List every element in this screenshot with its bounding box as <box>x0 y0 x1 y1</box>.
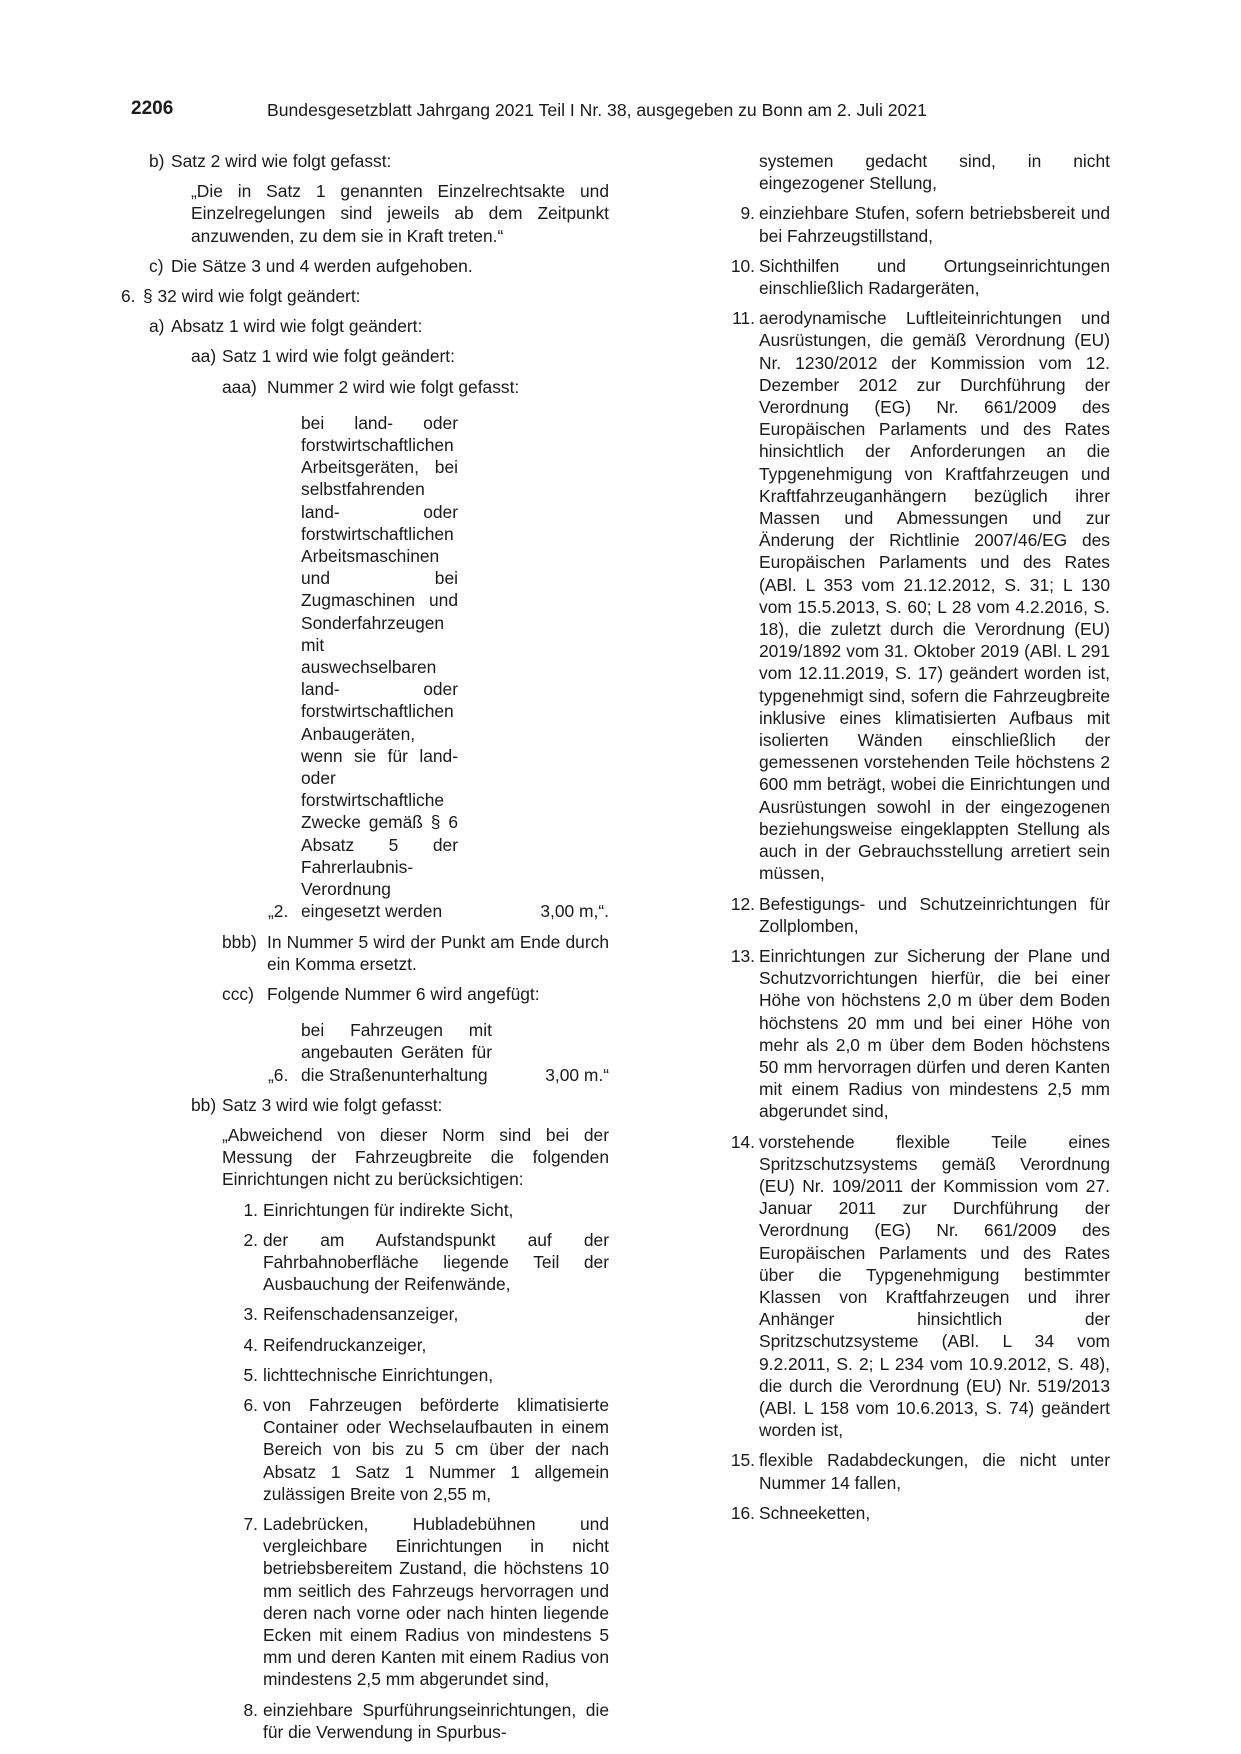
clause-label: a) <box>149 316 165 337</box>
clause-text: Folgende Nummer 6 wird angefügt: <box>267 983 540 1004</box>
clause-ccc <box>222 983 609 1005</box>
clause-bbb <box>222 931 609 975</box>
quote-item-value: 3,00 m.“ <box>545 1064 609 1085</box>
clause-bb <box>191 1094 609 1116</box>
clause-label: c) <box>149 255 164 276</box>
list-item <box>722 1449 1110 1493</box>
list-item-number: 5. <box>243 1364 258 1385</box>
list-item <box>722 202 1110 246</box>
clause-label: aa) <box>191 346 217 367</box>
list-item-text: vorstehende flexible Teile eines Spritzschutzsystems gemäß Verordnung (EU) Nr. 109/2011 der Kommission vom 27. Januar 2011 zur Durchführung der Verordnung (EG) Nr. 661/2009 des Europäischen Parlaments und des Rates über die Typgenehmigung bestimmter Klassen von Kraftfahrzeugen und ihrer Anhänger hinsichtlich der Spritzschutzsysteme (ABl. L 34 vom 9.2.2011, S. 2; L 234 vom 10.9.2012, S. 48), die durch die Verordnung (EU) Nr. 519/2013 (ABl. L 158 vom 10.6.2013, S. 74) geändert worden ist, <box>759 1131 1110 1441</box>
clause-label: bbb) <box>222 931 257 952</box>
clause-6 <box>121 285 609 307</box>
list-item-number: 3. <box>243 1304 258 1325</box>
list-item-text: Ladebrücken, Hubladebühnen und vergleichbare Einrichtungen in nicht betriebsbereitem Zustand, die höchstens 10 mm seitlich des Fahrzeugs hervorragen und deren nach vorne oder nach hinten liegende Ecken mit einem Radius von mindestens 5 mm und deren Kanten mit einem Radius von mindestens 2,5 mm abgerundet sind, <box>263 1513 609 1690</box>
list-item-text: Schneeketten, <box>759 1502 871 1523</box>
list-item-number: 6. <box>243 1394 258 1415</box>
list-item-number: 1. <box>243 1199 258 1220</box>
left-column <box>121 150 609 1751</box>
list-item-text: flexible Radabdeckungen, die nicht unter Nummer 14 fallen, <box>759 1450 1110 1493</box>
quote-item-6 <box>268 1019 609 1086</box>
quote-paragraph: „Die in Satz 1 genannten Einzelrechtsakte und Einzelregelungen sind jeweils ab dem Zeitpunkt anzuwenden, zu dem sie in Kraft treten.“ <box>191 181 609 246</box>
list-item-number: 15. <box>730 1450 755 1471</box>
list-item-text: Einrichtungen zur Sicherung der Plane und Schutzvorrichtungen hierfür, die bei einer Höhe von höchstens 2,0 m über dem Boden höchstens 20 mm und bei einer Höhe von mehr als 2,0 m über dem Boden höchstens 50 mm hervorragen dürfen und deren Kanten mit einem Radius von mindestens 2,5 mm abgerundet sind, <box>759 945 1110 1122</box>
list-item-number: 11. <box>732 308 755 329</box>
clause-text: Absatz 1 wird wie folgt geändert: <box>171 316 423 337</box>
clause-label: bb) <box>191 1094 217 1115</box>
list-item-text: Reifenschadensanzeiger, <box>263 1304 459 1325</box>
list-item-number: 14. <box>730 1131 755 1152</box>
list-item-number: 13. <box>730 945 755 966</box>
page-number: 2206 <box>131 98 174 119</box>
list-item <box>222 1334 609 1356</box>
list-item-text: von Fahrzeugen beförderte klimatisierte Container oder Wechselaufbauten in einem Bereich von bis zu 5 cm über der nach Absatz 1 Satz 1 Nummer 1 allgemein zulässigen Breite von 2,55 m, <box>263 1394 609 1504</box>
quote-item-value: 3,00 m,“. <box>540 901 609 922</box>
clause-label: ccc) <box>222 983 254 1004</box>
clause-aaa <box>222 376 609 398</box>
list-item-number: 7. <box>243 1513 258 1534</box>
list-item-text: lichttechnische Einrichtungen, <box>263 1364 494 1385</box>
list-item-text: Befestigungs- und Schutzeinrichtungen für Zollplomben, <box>759 893 1110 936</box>
list-item-number: 8. <box>243 1699 258 1720</box>
list-item-number: 12. <box>730 893 755 914</box>
quote-item-number: „6. <box>268 1064 289 1085</box>
clause-a <box>149 315 609 337</box>
list-item-text: der am Aufstandspunkt auf der Fahrbahnoberfläche liegende Teil der Ausbauchung der Reifenwände, <box>263 1229 609 1295</box>
clause-text: Satz 2 wird wie folgt gefasst: <box>171 151 392 171</box>
list-item <box>222 1699 609 1743</box>
list-item <box>722 893 1110 937</box>
list-item-number: 9. <box>740 203 755 224</box>
list-item <box>222 1394 609 1505</box>
list-item <box>222 1199 609 1221</box>
list-item <box>722 1131 1110 1442</box>
list-item <box>722 945 1110 1123</box>
clause-text: In Nummer 5 wird der Punkt am Ende durch ein Komma ersetzt. <box>267 931 609 974</box>
list-item-text: Reifendruckanzeiger, <box>263 1334 427 1355</box>
list-item <box>722 1502 1110 1524</box>
clause-aa <box>191 345 609 367</box>
running-title: Bundesgesetzblatt Jahrgang 2021 Teil I Nr. 38, ausgegeben zu Bonn am 2. Juli 2021 <box>267 100 927 120</box>
list-item <box>722 255 1110 299</box>
list-item-text: einziehbare Stufen, sofern betriebsbereit und bei Fahrzeugstillstand, <box>759 203 1110 246</box>
list-item-number: 4. <box>243 1334 258 1355</box>
clause-label: b) <box>149 151 165 171</box>
list-item-text: Einrichtungen für indirekte Sicht, <box>263 1199 514 1220</box>
quote-item-text: bei Fahrzeugen mit angebauten Geräten für die Straßenunterhaltung <box>301 1020 492 1085</box>
clause-label: aaa) <box>222 376 257 397</box>
list-item <box>722 307 1110 884</box>
exemption-list-right <box>722 202 1110 1524</box>
list-item-number: 2. <box>243 1229 258 1250</box>
list-item-text: einziehbare Spurführungseinrichtungen, die für die Verwendung in Spurbus- <box>263 1699 609 1742</box>
list-item <box>222 1303 609 1325</box>
clause-c <box>149 255 609 277</box>
list-item <box>222 1513 609 1691</box>
clause-b <box>149 150 609 172</box>
list-item-text: aerodynamische Luftleiteinrichtungen und Ausrüstungen, die gemäß Verordnung (EU) Nr. 1230/2012 der Kommission vom 12. Dezember 2012 zur Durchführung der Verordnung (EG) Nr. 661/2009 des Europäischen Parlaments und des Rates hinsichtlich der Anforderungen an die Typgenehmigung von Kraftfahrzeugen und Kraftfahrzeuganhängern bezüglich ihrer Massen und Abmessungen und zur Änderung der Richtlinie 2007/46/EG des Europäischen Parlaments und des Rates (ABl. L 353 vom 21.12.2012, S. 31; L 130 vom 15.5.2013, S. 60; L 28 vom 4.2.2016, S. 18), die zuletzt durch die Verordnung (EU) 2019/1892 vom 31. Oktober 2019 (ABl. L 291 vom 12.11.2019, S. 17) geändert worden ist, typgenehmigt sind, sofern die Fahrzeugbreite inklusive eines klimatisierten Aufbaus mit isolierten Wänden einschließlich der gemessenen vorstehenden Teile höchstens 2 600 mm beträgt, wobei die Einrichtungen und Ausrüstungen sowohl in der eingezogenen beziehungsweise eingeklappten Stellung als auch in der Gebrauchsstellung arretiert sein müssen, <box>759 308 1110 884</box>
list-item <box>222 1229 609 1296</box>
exemption-list-left <box>222 1199 609 1743</box>
quote-item-number: „2. <box>268 901 289 922</box>
page-header <box>0 98 1241 124</box>
clause-text: § 32 wird wie folgt geändert: <box>143 286 361 307</box>
list-item-text: Sichthilfen und Ortungseinrichtungen einschließlich Radargeräten, <box>759 255 1110 299</box>
clause-text: Satz 3 wird wie folgt gefasst: <box>222 1094 443 1115</box>
clause-text: Satz 1 wird wie folgt geändert: <box>222 346 455 367</box>
clause-label: 6. <box>121 286 136 307</box>
quote-item-2 <box>268 412 609 923</box>
list-item <box>222 1364 609 1386</box>
quote-paragraph: „Abweichend von dieser Norm sind bei der Messung der Fahrzeugbreite die folgenden Einrichtungen nicht zu berücksichtigen: <box>222 1124 609 1190</box>
clause-text: Die Sätze 3 und 4 werden aufgehoben. <box>171 255 473 276</box>
quote-item-text: bei land- oder forstwirtschaftlichen Arbeitsgeräten, bei selbstfahrenden land- oder forstwirtschaftlichen Arbeitsmaschinen und bei Zugmaschinen und Sonderfahrzeugen mit auswechselbaren land- oder forstwirtschaftlichen Anbaugeräten, wenn sie für land- oder forstwirtschaftliche Zwecke gemäß § 6 Absatz 5 der Fahrerlaubnis-Verordnung eingesetzt werden <box>301 412 458 922</box>
right-column <box>722 150 1110 1532</box>
continued-paragraph: systemen gedacht sind, in nicht eingezogener Stellung, <box>759 151 1110 194</box>
list-item-number: 10. <box>730 255 755 276</box>
clause-text: Nummer 2 wird wie folgt gefasst: <box>267 376 520 397</box>
list-item-number: 16. <box>730 1502 755 1523</box>
